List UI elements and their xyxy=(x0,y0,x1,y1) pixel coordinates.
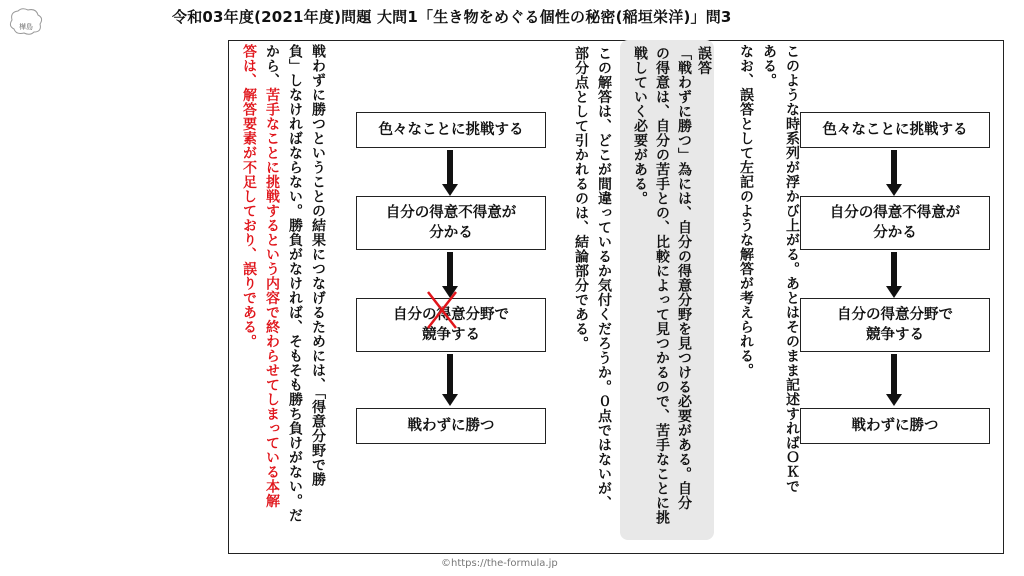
right-flow-box-3: 自分の得意分野で 競争する xyxy=(800,298,990,352)
wrong-answer-label: 誤答 xyxy=(696,46,712,75)
logo xyxy=(6,6,46,38)
left-text-col-3 xyxy=(260,44,283,544)
page-title: 令和03年度(2021年度)問題 大問1「生き物をめぐる個性の秘密(稲垣栄洋)」問3 xyxy=(172,8,732,26)
right-flow-box-4: 戦わずに勝つ xyxy=(800,408,990,444)
left-text-col-1: 戦わずに勝つということの結果につなげるためには、「得意分野で勝 xyxy=(310,44,326,487)
right-text-col-3: なお、誤答として左記のような解答が考えられる。 xyxy=(738,44,754,378)
wrong-answer-col-1: 「戦わずに勝つ」為には、自分の得意分野を見つける必要がある。自分 xyxy=(676,46,692,510)
logo-text: 樺島 xyxy=(19,23,33,31)
right-arrow-3 xyxy=(886,354,902,406)
commentary-col-1: この解答は、どこが間違っているか気付くだろうか。０点ではないが、 xyxy=(596,46,612,510)
left-text-col-2: 負」しなければならない。勝負がなければ、そもそも勝ち負けがない。だ xyxy=(287,44,303,523)
left-text-col-3-black: から、 xyxy=(264,44,280,88)
wrong-answer-col-2: の得意は、自分の苦手との、比較によって見つかるので、苦手なことに挑 xyxy=(654,46,670,525)
left-arrow-3 xyxy=(442,354,458,406)
right-text-col-2: ある。 xyxy=(761,44,777,88)
right-flow-box-2: 自分の得意不得意が 分かる xyxy=(800,196,990,250)
right-flow-box-1: 色々なことに挑戦する xyxy=(800,112,990,148)
right-arrow-2 xyxy=(886,252,902,298)
right-arrow-1 xyxy=(886,150,902,196)
left-flow-box-3: 自分の得意分野で 競争する xyxy=(356,298,546,352)
left-flow-box-2: 自分の得意不得意が 分かる xyxy=(356,196,546,250)
left-flow-box-4: 戦わずに勝つ xyxy=(356,408,546,444)
cross-out-icon xyxy=(424,288,460,332)
wrong-answer-col-3: 戦していく必要がある。 xyxy=(632,46,648,206)
copyright-footer: ©https://the-formula.jp xyxy=(441,558,558,569)
right-text-col-1: このような時系列が浮かび上がる。あとはそのまま記述すればＯＫで xyxy=(784,44,800,494)
left-arrow-1 xyxy=(442,150,458,196)
commentary-col-2: 部分点として引かれるのは、結論部分である。 xyxy=(573,46,589,351)
left-text-col-3-red: 苦手なことに挑戦するという内容で終わらせてしまっている本解 xyxy=(264,87,280,508)
left-flow-box-1: 色々なことに挑戦する xyxy=(356,112,546,148)
left-text-col-4: 答は、解答要素が不足しており、誤りである。 xyxy=(241,44,257,349)
